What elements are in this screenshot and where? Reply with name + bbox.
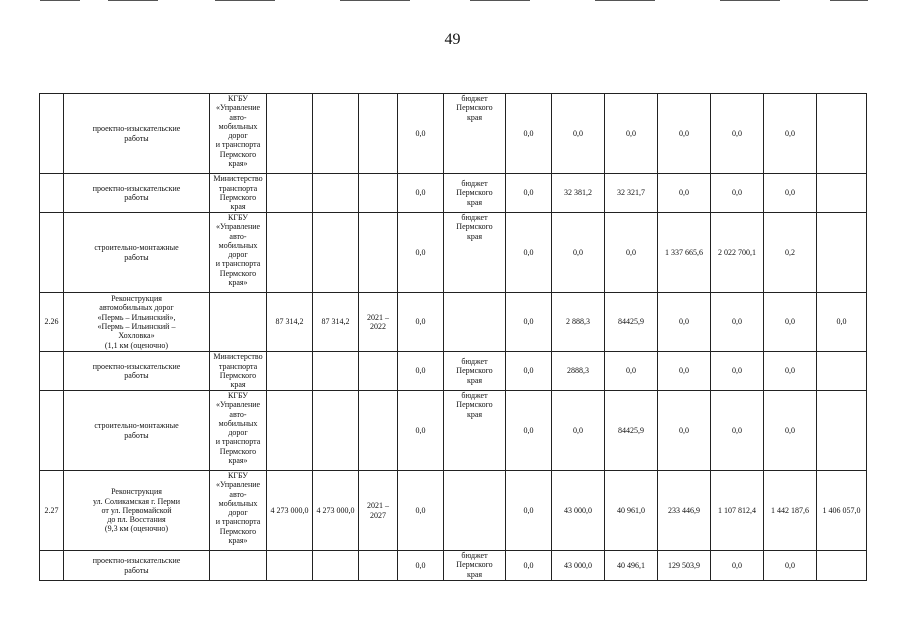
value-2026-cell [817,352,867,391]
value-2021-cell: 2 888,3 [552,293,605,352]
cost-remaining-cell [313,551,359,581]
value-2020-cell: 0,0 [506,471,552,551]
value-2023-cell: 0,0 [658,94,711,174]
value-2020-cell: 0,0 [506,352,552,391]
funding-source-cell: бюджет Пермского края [444,551,506,581]
value-2021-cell: 2888,3 [552,352,605,391]
row-number-cell [40,213,64,293]
value-2023-cell: 233 446,9 [658,471,711,551]
work-name-cell: строительно-монтажные работы [64,391,210,471]
period-cell [359,94,398,174]
value-2022-cell: 32 321,7 [605,174,658,213]
value-2021-cell: 32 381,2 [552,174,605,213]
cost-remaining-cell: 4 273 000,0 [313,471,359,551]
value-2021-cell: 0,0 [552,391,605,471]
funding-source-cell: бюджет Пермского края [444,391,506,471]
program-table [39,93,867,581]
value-2025-cell: 0,2 [764,213,817,293]
period-cell: 2021 – 2022 [359,293,398,352]
value-2022-cell: 40 961,0 [605,471,658,551]
cost-total-cell: 4 273 000,0 [267,471,313,551]
value-2023-cell: 129 503,9 [658,551,711,581]
value-2021-cell: 0,0 [552,94,605,174]
value-2024-cell: 2 022 700,1 [711,213,764,293]
funding-source-cell: бюджет Пермского края [444,352,506,391]
funding-source-cell [444,293,506,352]
work-name-cell: Реконструкция ул. Соликамская г. Перми от ул. Первомайской до пл. Восстания (9,3 км (оценочно) [64,471,210,551]
funding-source-cell: бюджет Пермского края [444,213,506,293]
value-2023-cell: 0,0 [658,174,711,213]
period-cell [359,551,398,581]
executor-cell: КГБУ «Управление авто- мобильных дорог и транспорта Пермского края» [210,471,267,551]
value-2026-cell [817,391,867,471]
table-row [40,94,867,174]
value-2026-cell: 0,0 [817,293,867,352]
funding-source-cell: бюджет Пермского края [444,94,506,174]
year-2019-cell: 0,0 [398,551,444,581]
value-2020-cell: 0,0 [506,551,552,581]
value-2022-cell: 40 496,1 [605,551,658,581]
cost-remaining-cell [313,391,359,471]
work-name-cell: проектно-изыскательские работы [64,352,210,391]
value-2020-cell: 0,0 [506,293,552,352]
cost-remaining-cell [313,213,359,293]
value-2020-cell: 0,0 [506,213,552,293]
work-name-cell: проектно-изыскательские работы [64,94,210,174]
year-2019-cell: 0,0 [398,391,444,471]
value-2022-cell: 84425,9 [605,391,658,471]
value-2026-cell [817,551,867,581]
value-2024-cell: 0,0 [711,551,764,581]
work-name-cell: Реконструкция автомобильных дорог «Пермь – Ильинский», «Пермь – Ильинский – Хохловка» (1,1 км (оценочно) [64,293,210,352]
executor-cell: Министерство транспорта Пермского края [210,174,267,213]
cost-remaining-cell: 87 314,2 [313,293,359,352]
value-2025-cell: 1 442 187,6 [764,471,817,551]
value-2024-cell: 0,0 [711,174,764,213]
value-2020-cell: 0,0 [506,391,552,471]
year-2019-cell: 0,0 [398,352,444,391]
cost-remaining-cell [313,94,359,174]
period-cell [359,213,398,293]
work-name-cell: строительно-монтажные работы [64,213,210,293]
table-row [40,174,867,213]
executor-cell: Министерство транспорта Пермского края [210,352,267,391]
page-number: 49 [444,31,461,48]
value-2025-cell: 0,0 [764,94,817,174]
executor-cell [210,293,267,352]
value-2026-cell [817,213,867,293]
year-2019-cell: 0,0 [398,471,444,551]
value-2024-cell: 1 107 812,4 [711,471,764,551]
value-2020-cell: 0,0 [506,174,552,213]
period-cell [359,352,398,391]
executor-cell [210,551,267,581]
period-cell [359,391,398,471]
executor-cell: КГБУ «Управление авто- мобильных дорог и транспорта Пермского края» [210,391,267,471]
row-number-cell [40,174,64,213]
row-number-cell [40,391,64,471]
table-row [40,213,867,293]
table-row [40,391,867,471]
value-2021-cell: 43 000,0 [552,471,605,551]
value-2022-cell: 0,0 [605,352,658,391]
table-row [40,293,867,352]
value-2024-cell: 0,0 [711,391,764,471]
value-2020-cell: 0,0 [506,94,552,174]
table-row [40,352,867,391]
year-2019-cell: 0,0 [398,213,444,293]
row-number-cell: 2.27 [40,471,64,551]
cost-remaining-cell [313,352,359,391]
value-2024-cell: 0,0 [711,94,764,174]
cost-total-cell [267,551,313,581]
value-2025-cell: 0,0 [764,391,817,471]
cost-total-cell [267,174,313,213]
cost-total-cell [267,391,313,471]
cost-total-cell [267,213,313,293]
value-2021-cell: 43 000,0 [552,551,605,581]
year-2019-cell: 0,0 [398,94,444,174]
value-2025-cell: 0,0 [764,293,817,352]
period-cell [359,174,398,213]
cost-total-cell [267,94,313,174]
year-2019-cell: 0,0 [398,174,444,213]
executor-cell: КГБУ «Управление авто- мобильных дорог и транспорта Пермского края» [210,94,267,174]
row-number-cell: 2.26 [40,293,64,352]
funding-source-cell [444,471,506,551]
row-number-cell [40,94,64,174]
value-2023-cell: 0,0 [658,391,711,471]
value-2023-cell: 0,0 [658,352,711,391]
value-2022-cell: 84425,9 [605,293,658,352]
table-row [40,551,867,581]
row-number-cell [40,352,64,391]
value-2023-cell: 1 337 665,6 [658,213,711,293]
value-2024-cell: 0,0 [711,293,764,352]
table-row [40,471,867,551]
value-2023-cell: 0,0 [658,293,711,352]
value-2025-cell: 0,0 [764,174,817,213]
value-2025-cell: 0,0 [764,352,817,391]
work-name-cell: проектно-изыскательские работы [64,551,210,581]
value-2025-cell: 0,0 [764,551,817,581]
top-border-fragments [40,0,868,2]
cost-total-cell [267,352,313,391]
value-2026-cell [817,174,867,213]
value-2026-cell: 1 406 057,0 [817,471,867,551]
executor-cell: КГБУ «Управление авто- мобильных дорог и транспорта Пермского края» [210,213,267,293]
value-2022-cell: 0,0 [605,213,658,293]
value-2021-cell: 0,0 [552,213,605,293]
cost-total-cell: 87 314,2 [267,293,313,352]
period-cell: 2021 – 2027 [359,471,398,551]
funding-source-cell: бюджет Пермского края [444,174,506,213]
work-name-cell: проектно-изыскательские работы [64,174,210,213]
value-2022-cell: 0,0 [605,94,658,174]
value-2026-cell [817,94,867,174]
cost-remaining-cell [313,174,359,213]
year-2019-cell: 0,0 [398,293,444,352]
value-2024-cell: 0,0 [711,352,764,391]
row-number-cell [40,551,64,581]
